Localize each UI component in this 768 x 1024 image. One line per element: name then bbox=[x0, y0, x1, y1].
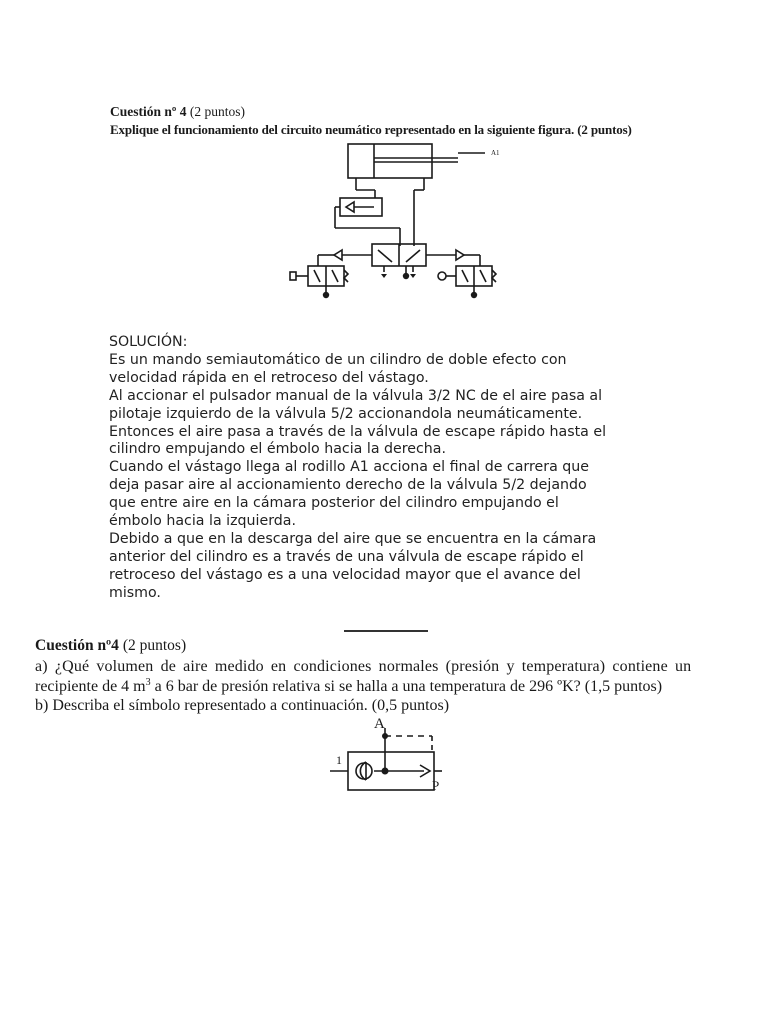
solution-line: mismo. bbox=[109, 584, 161, 601]
pneumatic-circuit-diagram bbox=[280, 138, 520, 304]
solution-line: Debido a que en la descarga del aire que se encuentra en la cámara bbox=[109, 530, 597, 547]
question-heading-points: (2 puntos) bbox=[186, 104, 245, 119]
question-heading-second bbox=[35, 637, 186, 655]
question-heading bbox=[110, 104, 245, 120]
solution-line: deja pasar aire al accionamiento derecho de la válvula 5/2 dejando bbox=[109, 477, 587, 494]
solution-line: Es un mando semiautomático de un cilindro de doble efecto con bbox=[109, 351, 567, 368]
part-a-text-post: a 6 bar de presión relativa si se halla a una temperatura de 296 ºK? (1,5 puntos) bbox=[150, 678, 663, 695]
solution-line: SOLUCIÓN: bbox=[109, 334, 188, 350]
solution-line: Cuando el vástago llega al rodillo A1 acciona el final de carrera que bbox=[109, 459, 590, 476]
question-prompt: Explique el funcionamiento del circuito neumático representado en la siguiente figura. (2 puntos) bbox=[110, 122, 632, 137]
symbol-label-1: 1 bbox=[336, 753, 342, 767]
separator-line bbox=[344, 630, 428, 632]
question-part-b: b) Describa el símbolo representado a continuación. (0,5 puntos) bbox=[35, 697, 450, 714]
cylinder-body bbox=[348, 144, 432, 178]
solution-line: anterior del cilindro es a través de una válvula de escape rápido el bbox=[109, 548, 584, 565]
symbol-label-a: A bbox=[374, 716, 385, 732]
solution-line: émbolo hacia la izquierda. bbox=[109, 513, 296, 530]
solution-line: que entre aire en la cámara posterior del cilindro empujando el bbox=[109, 495, 559, 512]
solution-line: cilindro empujando el émbolo hacia la derecha. bbox=[109, 441, 447, 458]
symbol-label-p: P bbox=[432, 778, 440, 793]
solution-line: pilotaje izquierdo de la válvula 5/2 accionandola neumáticamente. bbox=[109, 405, 583, 422]
solution-line: Al accionar el pulsador manual de la válvula 3/2 NC de el aire pasa al bbox=[109, 387, 603, 404]
diagram-label-a1: A1 bbox=[491, 149, 500, 157]
question-heading-second-number: Cuestión nº4 bbox=[35, 637, 119, 654]
question-part-a-line2 bbox=[35, 677, 662, 696]
solution-line: Entonces el aire pasa a través de la válvula de escape rápido hasta el bbox=[109, 423, 607, 440]
quick-exhaust-symbol bbox=[320, 714, 450, 796]
solution-line: retroceso del vástago es a una velocidad mayor que el avance del bbox=[109, 566, 581, 583]
question-heading-second-points: (2 puntos) bbox=[118, 637, 187, 654]
question-heading-number: Cuestión nº 4 bbox=[110, 104, 187, 119]
solution-line: velocidad rápida en el retroceso del vástago. bbox=[109, 369, 429, 386]
part-a-superscript: 3 bbox=[145, 677, 151, 688]
part-a-text-pre: recipiente de 4 m bbox=[35, 678, 146, 695]
check-seat bbox=[360, 762, 366, 780]
question-part-a-line1: a) ¿Qué volumen de aire medido en condiciones normales (presión y temperatura) contiene un bbox=[35, 658, 692, 675]
solution-text bbox=[109, 334, 669, 603]
